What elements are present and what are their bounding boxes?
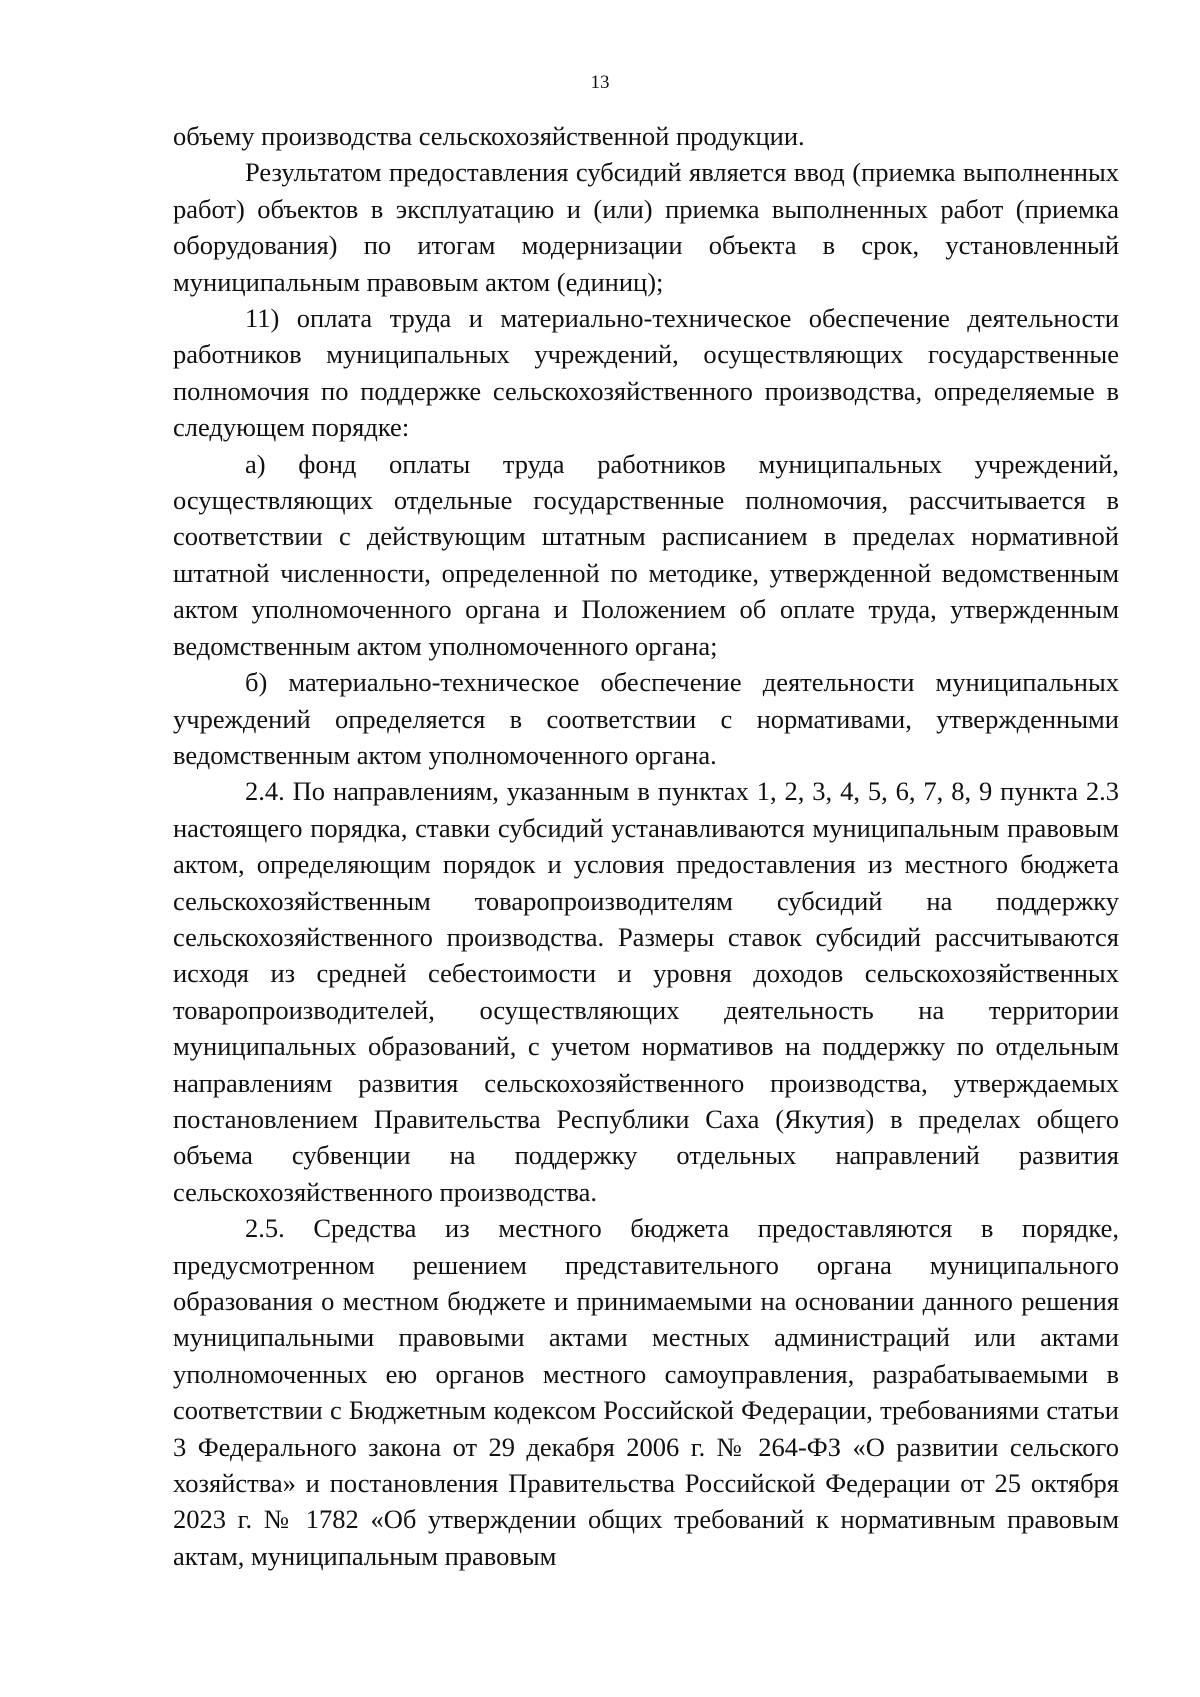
paragraph-section-2-5: 2.5. Средства из местного бюджета предоставляются в порядке, предусмотренном решением представительного органа муниципального образования о местном бюджете и принимаемыми на основании данного решения муниципальными правовыми актами местных администраций или актами уполномоченных ею органов местного самоуправления, разрабатываемыми в соответствии с Бюджетным кодексом Российской Федерации, требованиями статьи 3 Федерального закона от 29 декабря 2006 г. № 264-ФЗ «О развитии сельского хозяйства» и постановления Правительства Российской Федерации от 25 октября 2023 г. № 1782 «Об утверждении общих требований к нормативным правовым актам, муниципальным правовым xyxy=(173,1213,1119,1571)
paragraph-result: Результатом предоставления субсидий является ввод (приемка выполненных работ) объектов в эксплуатацию и (или) приемка выполненных работ (приемка оборудования) по итогам модернизации объекта в срок, установленный муниципальным правовым актом (единиц); xyxy=(173,157,1119,297)
paragraph-subitem-a: а) фонд оплаты труда работников муниципальных учреждений, осуществляющих отдельные государственные полномочия, рассчитывается в соответствии с действующим штатным расписанием в пределах нормативной штатной численности, определенной по методике, утвержденной ведомственным актом уполномоченного органа и Положением об оплате труда, утвержденным ведомственным актом уполномоченного органа; xyxy=(173,448,1119,661)
paragraph-item-11: 11) оплата труда и материально-техническое обеспечение деятельности работников муниципальных учреждений, осуществляющих государственные полномочия по поддержке сельскохозяйственного производства, определяемые в следующем порядке: xyxy=(173,303,1119,443)
paragraph-section-2-4: 2.4. По направлениям, указанным в пунктах 1, 2, 3, 4, 5, 6, 7, 8, 9 пункта 2.3 настоящего порядка, ставки субсидий устанавливаются муниципальным правовым актом, определяющим порядок и условия предоставления из местного бюджета сельскохозяйственным товаропроизводителям субсидий на поддержку сельскохозяйственного производства. Размеры ставок субсидий рассчитываются исходя из средней себестоимости и уровня доходов сельскохозяйственных товаропроизводителей, осуществляющих деятельность на территории муниципальных образований, с учетом нормативов на поддержку по отдельным направлениям развития сельскохозяйственного производства, утверждаемых постановлением Правительства Республики Саха (Якутия) в пределах общего объема субвенции на поддержку отдельных направлений развития сельскохозяйственного производства. xyxy=(173,776,1119,1207)
paragraph-continuation: объему производства сельскохозяйственной продукции. xyxy=(173,121,805,151)
paragraph-subitem-b: б) материально-техническое обеспечение деятельности муниципальных учреждений определяется в соответствии с нормативами, утвержденными ведомственным актом уполномоченного органа. xyxy=(173,667,1119,770)
page-number: 13 xyxy=(590,72,610,93)
document-body xyxy=(173,118,1119,1574)
